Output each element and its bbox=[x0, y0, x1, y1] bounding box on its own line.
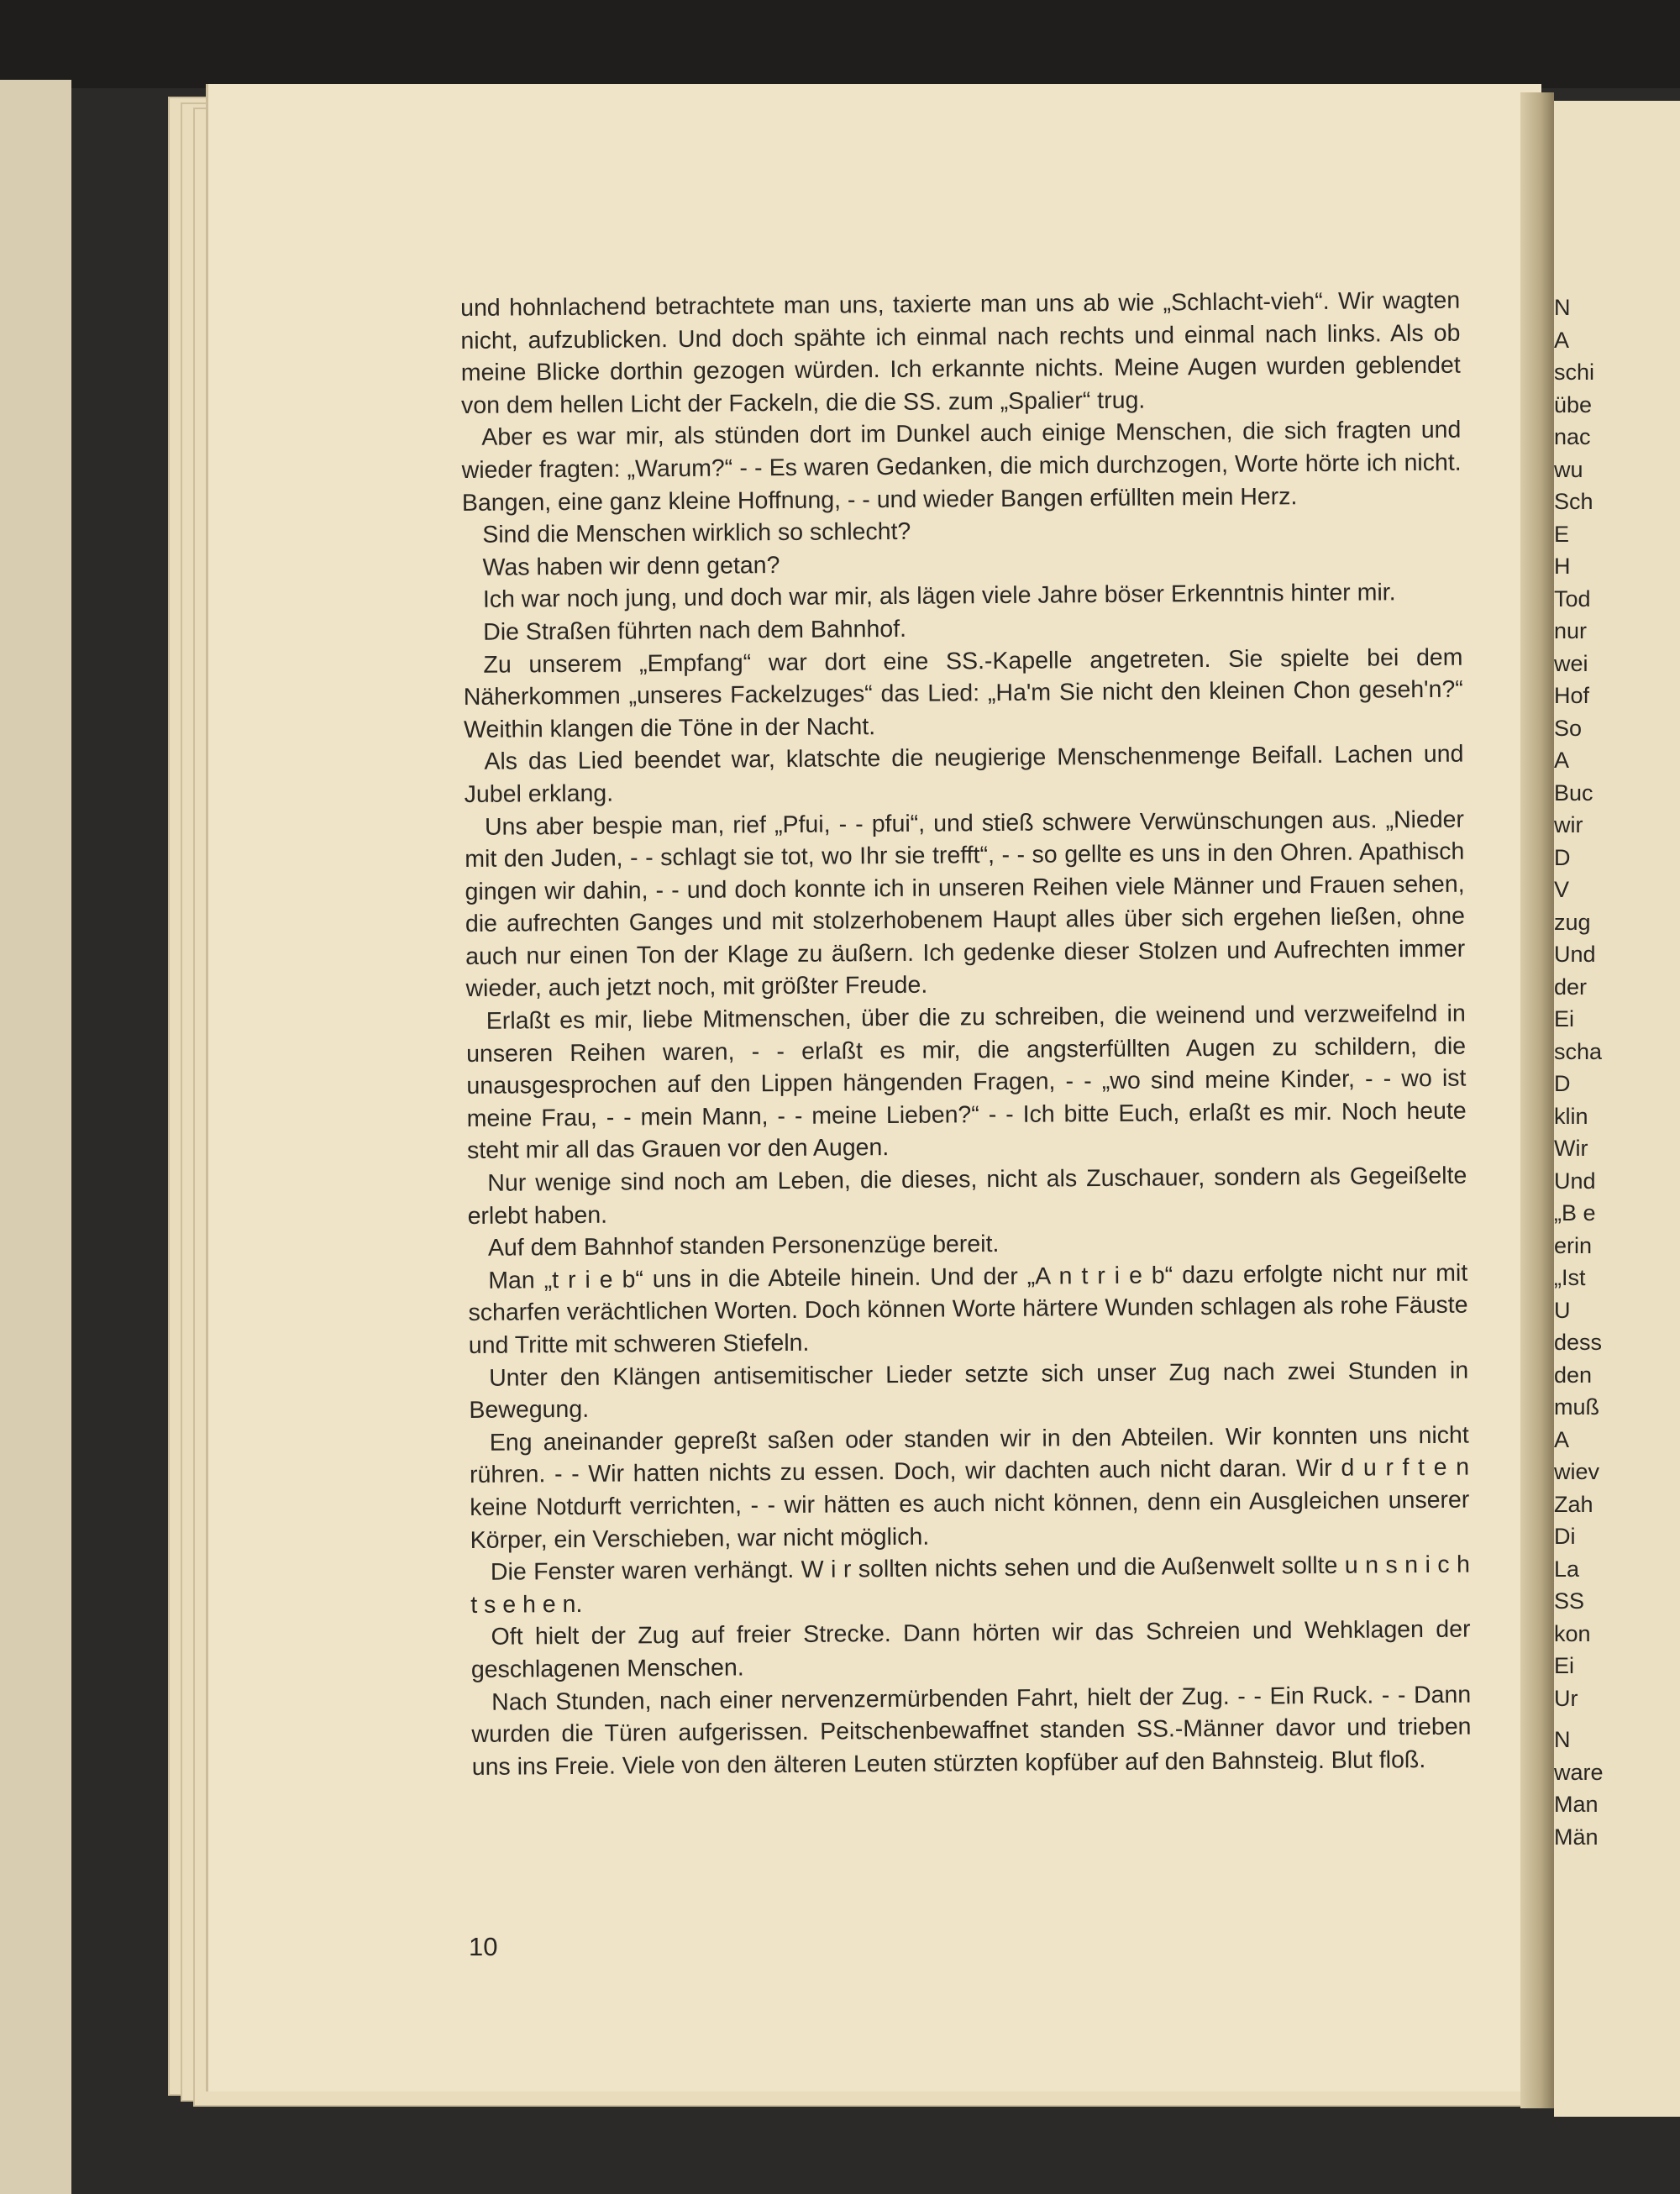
paragraph: Die Straßen führten nach dem Bahnhof. bbox=[483, 615, 907, 646]
right-page-line: So bbox=[1554, 715, 1583, 741]
right-page-line: Män bbox=[1554, 1824, 1599, 1850]
paragraph: Ich war noch jung, und doch war mir, als lägen viele Jahre böser Erkenntnis hinter mir. bbox=[482, 579, 1396, 614]
right-page-line: V bbox=[1554, 877, 1570, 902]
right-page-line: Ur bbox=[1554, 1685, 1578, 1711]
right-page-line: „Ist bbox=[1554, 1265, 1586, 1290]
right-page-line: Und bbox=[1554, 942, 1596, 967]
right-page-line: Ei bbox=[1554, 1653, 1575, 1678]
paragraph: Aber es war mir, als stünden dort im Dunkel auch einige Menschen, die sich fragten und wieder fragten: „Warum?“ - - Es waren Gedanken, die mich durchzogen, Worte hörte ich nicht. Bangen, eine ganz kleine Hoffnung, - - und wieder Bangen erfüllten mein Herz. bbox=[461, 417, 1462, 517]
right-page-line: schi bbox=[1554, 360, 1595, 385]
paragraph: Sind die Menschen wirklich so schlecht? bbox=[482, 517, 911, 548]
right-page-line: nac bbox=[1554, 424, 1591, 449]
right-page-line: den bbox=[1554, 1362, 1593, 1388]
paragraph: Nach Stunden, nach einer nervenzermürbenden Fahrt, hielt der Zug. - - Ein Ruck. - - Dann wurden die Türen aufgerissen. Peitschenbewaffnet standen SS.-Männer davor und trieben uns ins Freie. Viele von den älteren Leuten stürzten kopfüber auf den Bahnsteig. Blut floß. bbox=[471, 1681, 1472, 1781]
right-page-line: U bbox=[1554, 1297, 1571, 1323]
paragraph: Die Fenster waren verhängt. W i r sollten nichts sehen und die Außenwelt sollte u n s n i c h t s e h e n. bbox=[470, 1551, 1471, 1619]
right-page-line: ware bbox=[1554, 1759, 1604, 1785]
page-body-text bbox=[460, 285, 1472, 1784]
right-page-line: wu bbox=[1554, 456, 1583, 482]
right-page-line: H bbox=[1554, 554, 1571, 579]
right-page-line: Di bbox=[1554, 1524, 1576, 1549]
paragraph: Erlaßt es mir, liebe Mitmenschen, über die zu schreiben, die weinend und verzweifelnd in unseren Reihen waren, - - erlaßt es mir, die angsterfüllten Augen zu schildern, die unausgesprochen auf den Lippen hängenden Fragen, - - „wo sind meine Kinder, - - wo ist meine Frau, - - mein Mann, - - meine Lieben?“ - - Ich bitte Euch, erlaßt es mir. Noch heute steht mir all das Grauen vor den Augen. bbox=[465, 1000, 1467, 1165]
paragraph: Oft hielt der Zug auf freier Strecke. Dann hörten wir das Schreien und Wehklagen der geschlagenen Menschen. bbox=[470, 1615, 1471, 1683]
paragraph: Eng aneinander gepreßt saßen oder standen wir in den Abteilen. Wir konnten uns nicht rühren. - - Wir hatten nichts zu essen. Doch, wir dachten auch nicht daran. Wir d u r f t e n keine Notdurft verrichten, - - wir hätten es auch nicht können, denn ein Ausgleichen unserer Körper, ein Verschieben, war nicht möglich. bbox=[469, 1421, 1470, 1554]
paragraph: Nur wenige sind noch am Leben, die dieses, nicht als Zuschauer, sondern als Gegeißelte erlebt haben. bbox=[467, 1162, 1467, 1230]
right-page-line: zug bbox=[1554, 909, 1591, 935]
page-number: 10 bbox=[469, 1932, 498, 1961]
right-page-line: „B e bbox=[1554, 1200, 1596, 1226]
right-page bbox=[1554, 101, 1680, 2117]
right-page-line: Man bbox=[1554, 1792, 1599, 1817]
right-page-line: dess bbox=[1554, 1330, 1603, 1355]
paragraph: Unter den Klängen antisemitischer Lieder setzte sich unser Zug nach zwei Stunden in Bewegung. bbox=[469, 1357, 1469, 1425]
right-page-line: E bbox=[1554, 521, 1570, 547]
right-page-line: Hof bbox=[1554, 683, 1590, 708]
right-page-line: wiev bbox=[1554, 1459, 1600, 1484]
right-page-line: der bbox=[1554, 974, 1588, 1000]
right-page-text-top bbox=[1554, 291, 1680, 1714]
right-page-line: scha bbox=[1554, 1038, 1603, 1064]
right-page-line: Zah bbox=[1554, 1491, 1593, 1517]
right-page-line: A bbox=[1554, 748, 1570, 773]
right-page-line: erin bbox=[1554, 1232, 1593, 1258]
scan-backdrop-top bbox=[0, 0, 1680, 88]
right-page-line: übe bbox=[1554, 391, 1593, 417]
paragraph: Zu unserem „Empfang“ war dort eine SS.-Kapelle angetreten. Sie spielte bei dem Näherkommen „unseres Fackelzuges“ das Lied: „Ha'm Sie nicht den kleinen Chon geseh'n?“ Weithin klangen die Töne in der Nacht. bbox=[463, 643, 1463, 743]
right-page-line: N bbox=[1554, 1727, 1571, 1752]
book-gutter bbox=[1520, 92, 1554, 2108]
right-page-line: wir bbox=[1554, 812, 1583, 837]
right-page-line: SS bbox=[1554, 1588, 1585, 1614]
right-page-line: Und bbox=[1554, 1168, 1596, 1194]
right-page-line: Sch bbox=[1554, 489, 1593, 514]
right-page-line: Buc bbox=[1554, 779, 1593, 806]
paragraph: Als das Lied beendet war, klatschte die neugierige Menschenmenge Beifall. Lachen und Jubel erklang. bbox=[464, 740, 1464, 808]
right-page-line: wei bbox=[1554, 650, 1588, 676]
right-page-line: kon bbox=[1554, 1620, 1591, 1646]
right-page-line: D bbox=[1554, 1071, 1571, 1096]
paragraph: Man „t r i e b“ uns in die Abteile hinein. Und der „A n t r i e b“ dazu erfolgte nicht nur mit scharfen verächtlichen Worten. Doch können Worte härtere Wunden schlagen als rohe Fäuste und Tritte mit schweren Stiefeln. bbox=[468, 1259, 1468, 1359]
right-page-line: D bbox=[1554, 844, 1571, 870]
right-page-line: Ei bbox=[1554, 1006, 1575, 1031]
right-page-line: A bbox=[1554, 327, 1570, 353]
scan-backdrop-left bbox=[0, 80, 71, 2194]
paragraph: und hohnlachend betrachtete man uns, taxierte man uns ab wie „Schlacht-vieh“. Wir wagten nicht, aufzublicken. Und doch spähte ich einmal nach rechts und einmal nach links. Als ob meine Blicke dorthin gezogen würden. Ich erkannte nichts. Meine Augen wurden geblendet von dem hellen Licht der Fackeln, die die SS. zum „Spalier“ trug. bbox=[460, 286, 1461, 419]
right-page-line: La bbox=[1554, 1556, 1580, 1582]
right-page-text-bottom bbox=[1554, 1724, 1680, 1853]
right-page-line: Wir bbox=[1554, 1136, 1588, 1161]
right-page-line: N bbox=[1554, 295, 1571, 320]
paragraph: Was haben wir denn getan? bbox=[482, 551, 780, 581]
right-page-line: muß bbox=[1554, 1394, 1599, 1420]
paragraph: Auf dem Bahnhof standen Personenzüge bereit. bbox=[487, 1231, 1000, 1262]
paragraph: Uns aber bespie man, rief „Pfui, - - pfui“, und stieß schwere Verwünschungen aus. „Nieder mit den Juden, - - schlagt sie tot, wo Ihr sie trefft“, - - so gellte es uns in den Ohren. Apathisch gingen wir dahin, - - und doch konnte ich in unseren Reihen viele Männer und Frauen sehen, die aufrechten Ganges und mit stolzerhobenem Haupt alles über sich ergehen ließen, ohne auch nur einen Ton der Klage zu äußern. Ich gedenke dieser Stolzen und Aufrechten immer wieder, auch jetzt noch, mit größter Freude. bbox=[465, 806, 1466, 1003]
right-page-line: Tod bbox=[1554, 585, 1591, 611]
right-page-line: klin bbox=[1554, 1103, 1588, 1129]
right-page-line: nur bbox=[1554, 618, 1588, 643]
right-page-line: A bbox=[1554, 1426, 1570, 1452]
